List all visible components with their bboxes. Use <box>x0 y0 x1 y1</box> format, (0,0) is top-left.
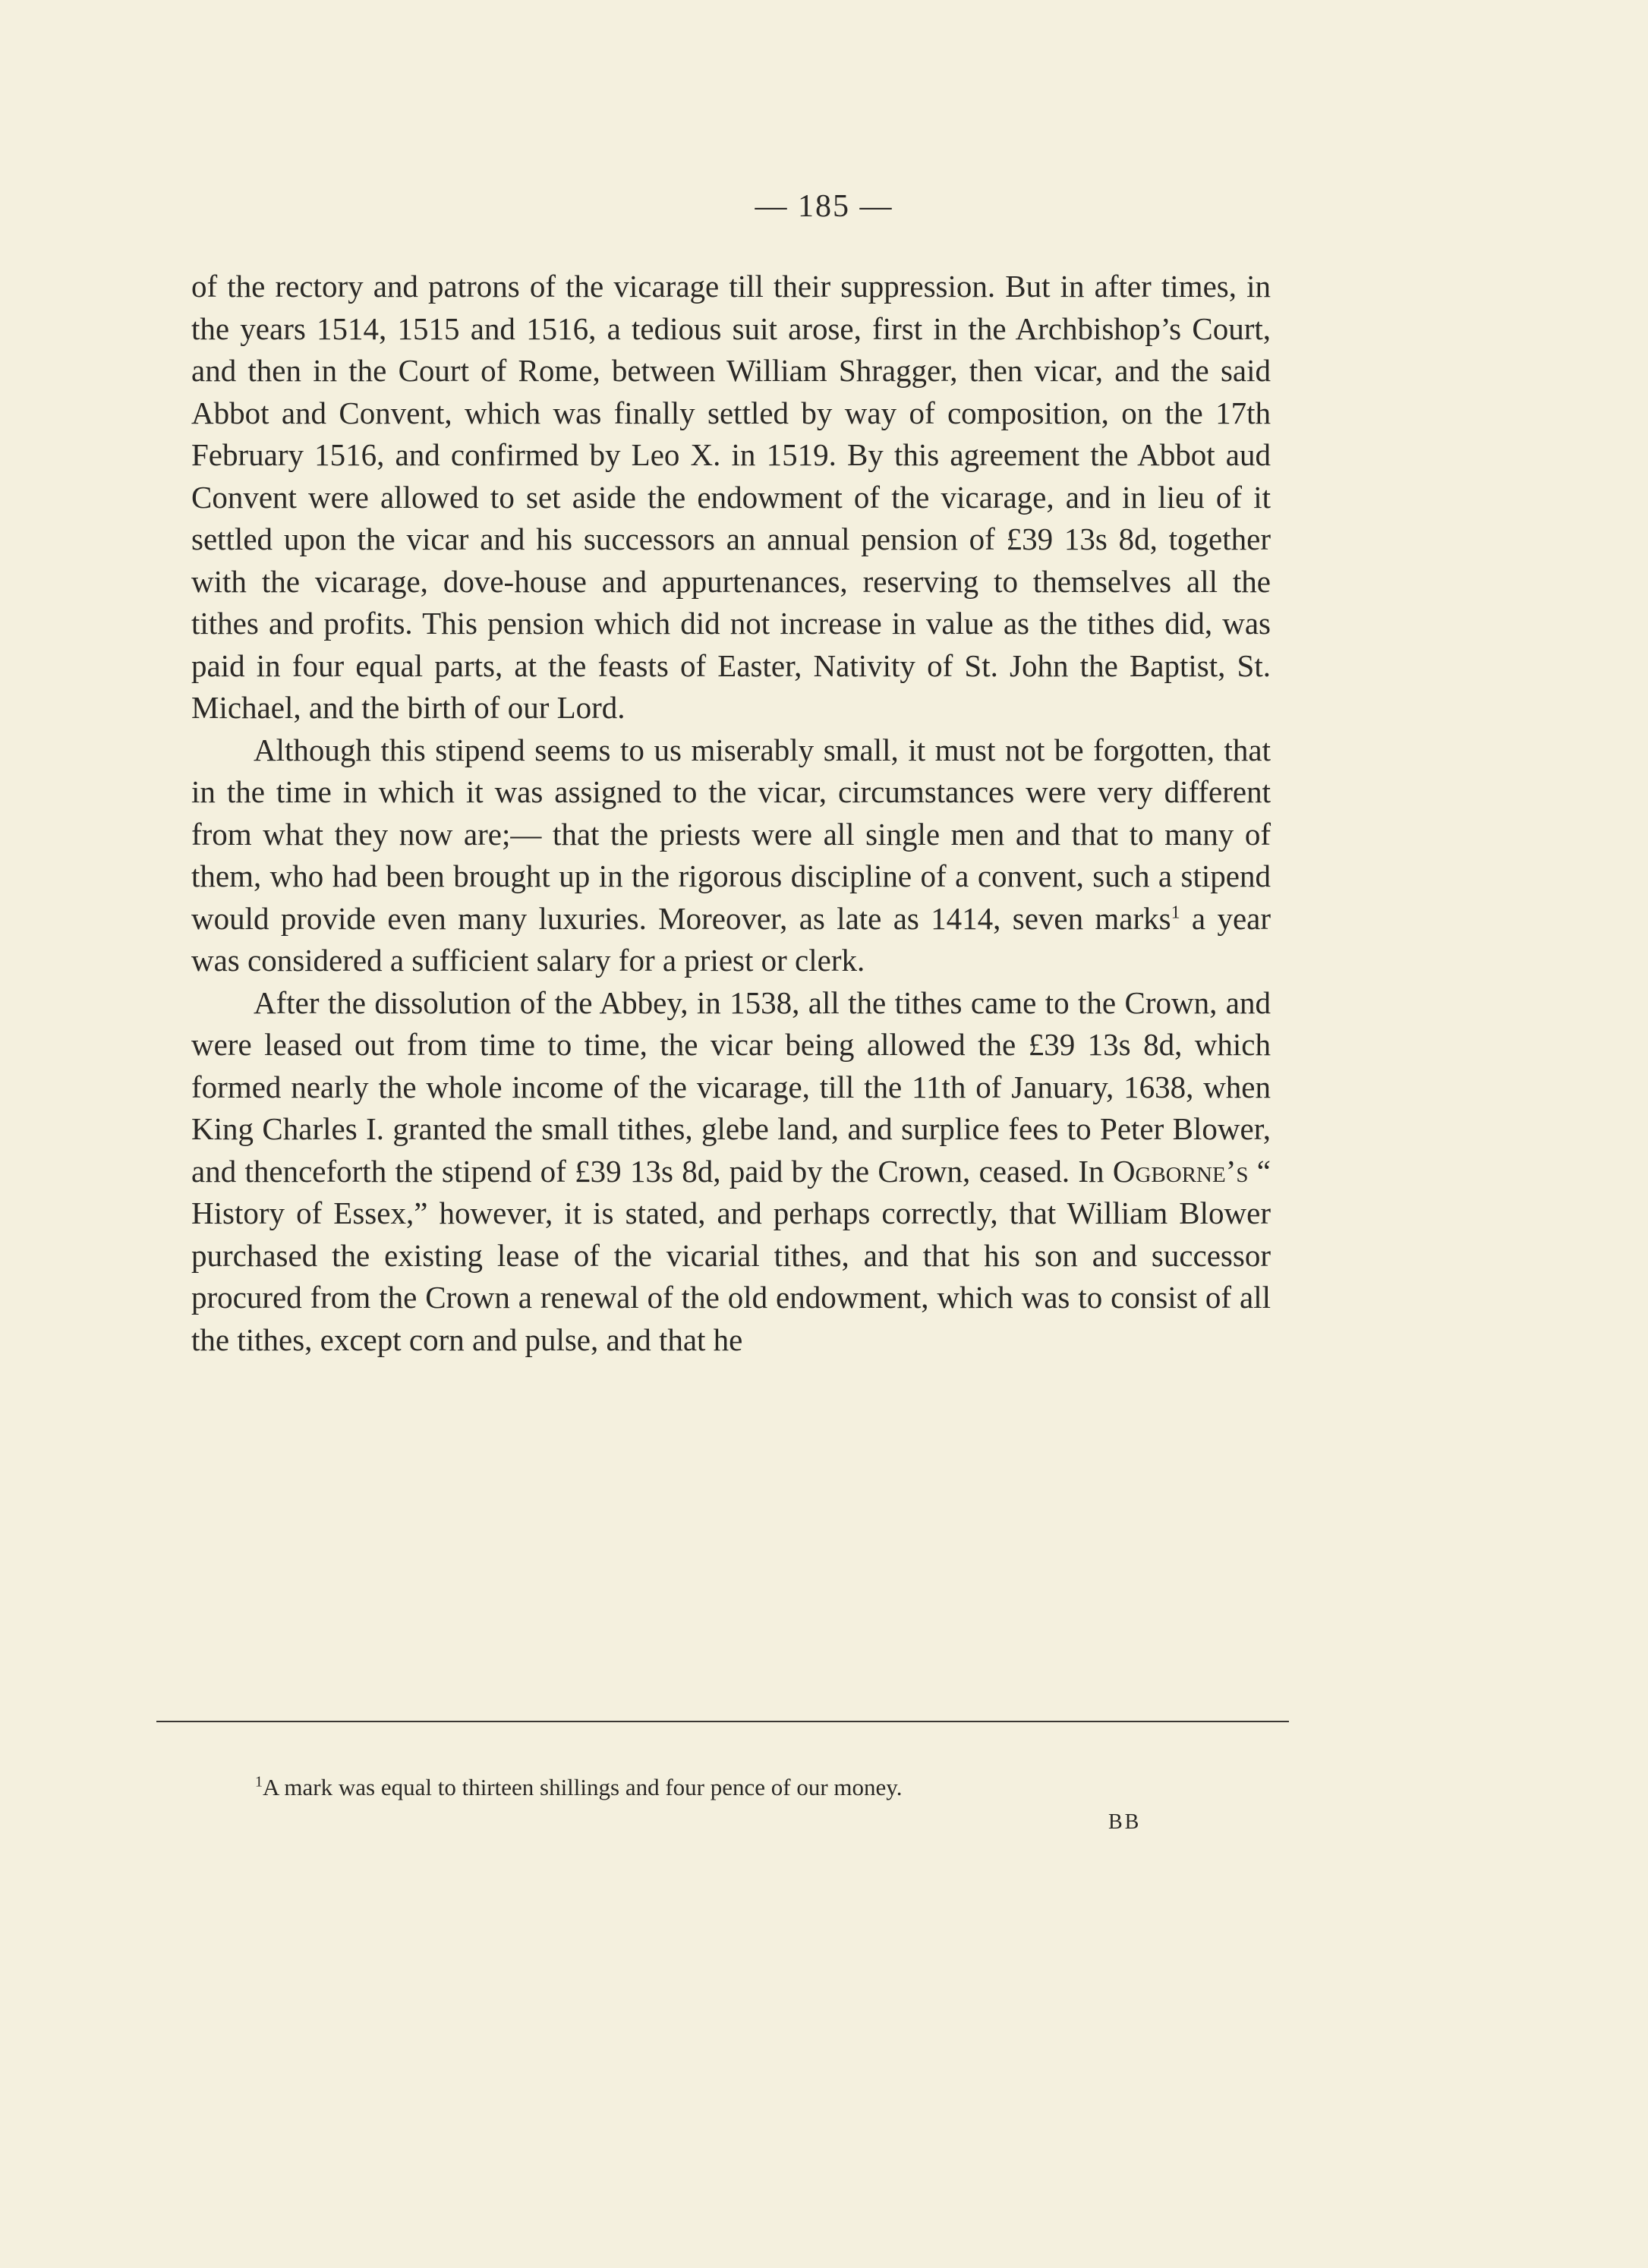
paragraph-3-text-start: After the dissolution of the Abbey, in 1538, all the tithes came to the Crown, and were leased out from time to time, the vicar being allowed the £39 13s 8d, which formed nearly the whole income of the vicarage, till the 11th of January, 1638, when King Charles I. granted the small tithes, glebe land, and surplice fees to Peter Blower, and thenceforth the stipend of £39 13s 8d, paid by the Crown, ceased. In <box>191 984 1271 1189</box>
footnote <box>255 1772 903 1803</box>
paragraph-1: of the rectory and patrons of the vicarage till their suppression. But in after times, in the years 1514, 1515 and 1516, a tedious suit arose, first in the Archbishop’s Court, and then in the Court of Rome, between William Shragger, then vicar, and the said Abbot and Convent, which was finally settled by way of composition, on the 17th February 1516, and confirmed by Leo X. in 1519. By this agreement the Abbot aud Convent were allowed to set aside the endowment of the vicarage, and in lieu of it settled upon the vicar and his successors an annual pension of £39 13s 8d, together with the vicarage, dove-house and appurtenances, reserving to themselves all the tithes and profits. This pension which did not increase in value as the tithes did, was paid in four equal parts, at the feasts of Easter, Nativity of St. John the Baptist, St. Michael, and the birth of our Lord. <box>191 269 1271 725</box>
body-text <box>191 266 1271 1361</box>
paragraph-2-text-end: a year was considered a sufficient salary for a priest or clerk. <box>191 900 1271 978</box>
page-number: — 185 — <box>755 189 893 224</box>
paragraph-2-text-start: Although this stipend seems to us miserably small, it must not be forgotten, that in the time in which it was assigned to the vicar, circumstances were very different from what they now are;— that the priests were all single men and that to many of them, who had been brought up in the rigorous discipline of a convent, such a stipend would provide even many luxuries. Moreover, as late as 1414, seven marks <box>191 732 1271 936</box>
footnote-text: A mark was equal to thirteen shillings and four pence of our money. <box>263 1774 903 1800</box>
signature-mark: BB <box>1108 1810 1142 1834</box>
footnote-marker: 1 <box>255 1773 263 1791</box>
footnote-divider <box>156 1721 1289 1722</box>
author-name: Ogborne’s <box>1112 1153 1249 1189</box>
paragraph-3 <box>191 982 1271 1362</box>
footnote-reference: 1 <box>1171 902 1180 922</box>
paragraph-3-text-end: “ History of Essex,” however, it is stated, and perhaps correctly, that William Blower purchased the existing lease of the vicarial tithes, and that his son and successor procured from the Crown a renewal of the old endowment, which was to consist of all the tithes, except corn and pulse, and that he <box>191 1153 1271 1357</box>
paragraph-2 <box>191 729 1271 982</box>
